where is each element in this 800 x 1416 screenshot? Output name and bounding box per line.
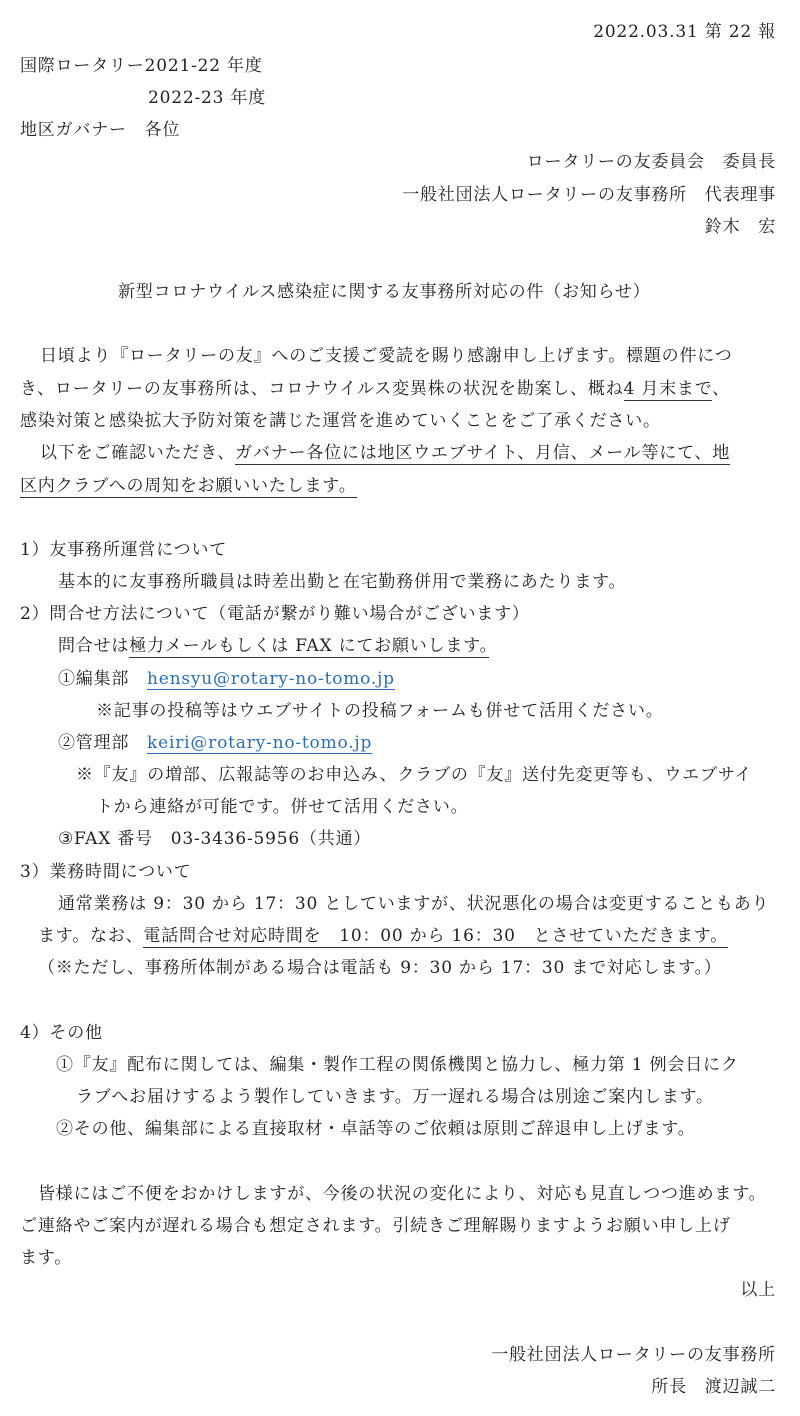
admin-label: ②管理部 [58,733,130,753]
section4-item1-line2: ラブへお届けするよう製作していきます。万一遅れる場合は別途ご案内します。 [76,1087,714,1107]
editorial-email-link[interactable]: hensyu@rotary-no-tomo.jp [147,669,395,689]
intro-p2-line1 [40,441,730,465]
fax-number: ③FAX 番号 03-3436-5956（共通） [58,829,372,849]
section1-body: 基本的に友事務所職員は時差出勤と在宅勤務併用で業務にあたります。 [58,572,627,592]
sender-line-2: 一般社団法人ロータリーの友事務所 代表理事 [402,185,776,205]
section2-body [58,634,507,658]
section3-line2 [38,924,728,948]
issue-date: 2022.03.31 第 22 報 [593,22,776,42]
section3-line3: （※ただし、事務所体制がある場合は電話も 9：30 から 17：30 まで対応します。） [38,958,722,978]
addressee-line-2: 2022-23 年度 [148,88,267,108]
editorial-note: ※記事の投稿等はウエブサイトの投稿フォームも併せて活用ください。 [96,701,664,721]
section4-heading: 4）その他 [20,1023,103,1043]
footer-director: 所長 渡辺誠二 [651,1377,776,1397]
section2-heading: 2）問合せ方法について（電話が繋がり難い場合がございます） [20,604,530,624]
closing-line3: ます。 [20,1248,73,1268]
section3-line1: 通常業務は 9：30 から 17：30 としていますが、状況悪化の場合は変更することもあり [58,894,770,914]
section2-body-underlined: 極力メールもしくは FAX にてお願いします。 [129,636,489,656]
editorial-label: ①編集部 [58,669,130,689]
document-title: 新型コロナウイルス感染症に関する友事務所対応の件（お知らせ） [118,282,651,302]
footer-organization: 一般社団法人ロータリーの友事務所 [491,1345,776,1365]
section3-line2-text: ます。なお、 [38,926,144,946]
admin-note-line2: トから連絡が可能です。併せて活用ください。 [96,797,469,817]
section4-item1-line1: ①『友』配布に関しては、編集・製作工程の関係機関と協力し、極力第 1 例会日にク [56,1055,739,1075]
addressee-line-1: 国際ロータリー2021-22 年度 [20,56,263,76]
intro-deadline-underlined: 4 月末まで [623,379,713,399]
admin-email-link[interactable]: keiri@rotary-no-tomo.jp [147,733,373,753]
section3-heading: 3）業務時間について [20,862,192,882]
addressee-line-3: 地区ガバナー 各位 [20,120,181,140]
intro-p1-line1: 日頃より『ロータリーの友』へのご支援ご愛読を賜り感謝申し上げます。標題の件につ [40,346,733,366]
section2-body-text: 問合せは [58,636,130,656]
intro-p2-underlined-2: 区内クラブへの周知をお願いいたします。 [20,476,357,496]
intro-p1-line2-comma: 、 [712,379,730,399]
intro-p1-line2-text: き、ロータリーの友事務所は、コロナウイルス変異株の状況を勘案し、概ね [20,379,624,399]
section4-item2: ②その他、編集部による直接取材・卓話等のご依頼は原則ご辞退申し上げます。 [56,1119,696,1139]
end-mark: 以上 [740,1280,776,1300]
editorial-contact [58,667,395,691]
admin-note-line1: ※『友』の増部、広報誌等のお申込み、クラブの『友』送付先変更等も、ウエブサイ [76,765,753,785]
intro-p2-line1-text: 以下をご確認いただき、 [40,443,236,463]
intro-p2-line2 [20,474,357,498]
intro-p1-line3: 感染対策と感染拡大予防対策を講じた運営を進めていくことをご了承ください。 [20,411,661,431]
sender-name: 鈴木 宏 [704,217,776,237]
intro-p1-line2 [20,377,730,401]
closing-line1: 皆様にはご不便をおかけしますが、今後の状況の変化により、対応も見直しつつ進めます。 [38,1184,767,1204]
closing-line2: ご連絡やご案内が遅れる場合も想定されます。引続きご理解賜りますようお願い申し上げ [20,1216,731,1236]
admin-contact [58,731,372,755]
sender-line-1: ロータリーの友委員会 委員長 [526,152,776,172]
intro-p2-underlined-1: ガバナー各位には地区ウエブサイト、月信、メール等にて、地 [235,443,731,463]
section1-heading: 1）友事務所運営について [20,540,228,560]
phone-hours-underlined: 電話問合せ対応時間を 10：00 から 16：30 とさせていただきます。 [143,926,729,946]
